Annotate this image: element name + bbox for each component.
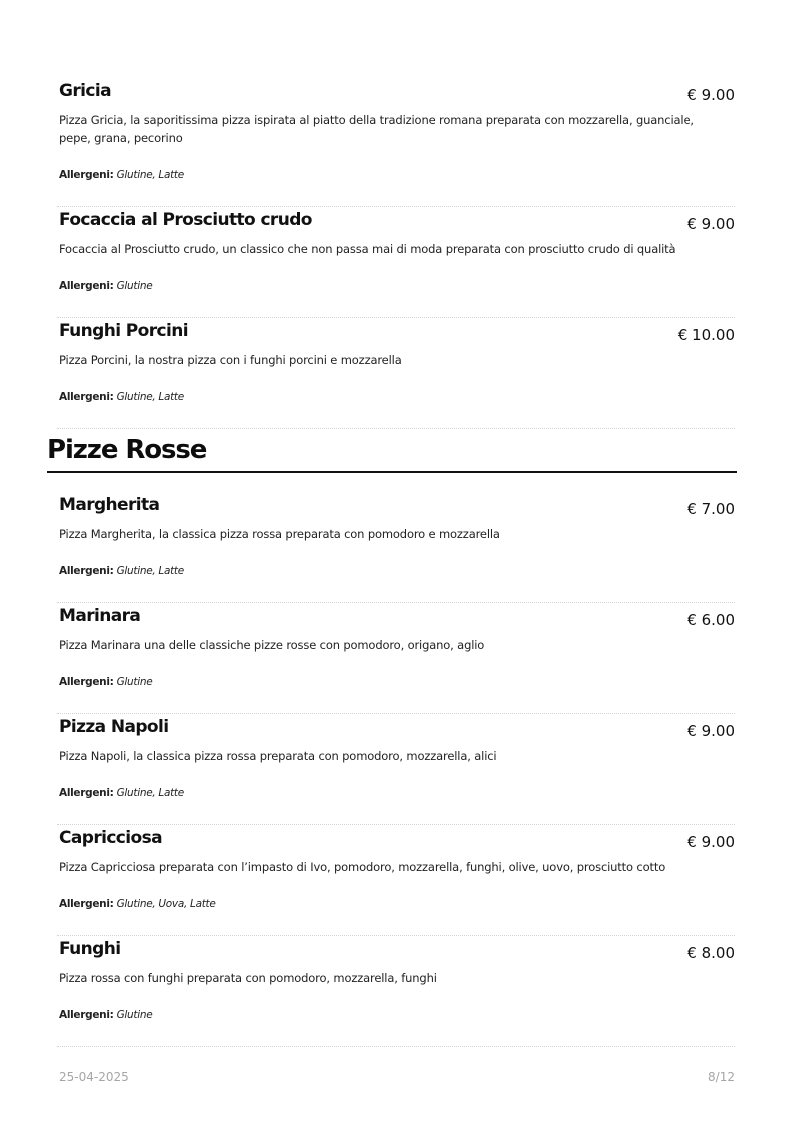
- menu-item: [57, 936, 735, 1047]
- item-price: € 10.00: [677, 326, 735, 344]
- item-name: Focaccia al Prosciutto crudo: [59, 210, 312, 230]
- section-title: Pizze Rosse: [47, 435, 207, 465]
- item-allergens: [59, 391, 184, 403]
- item-name: Margherita: [59, 495, 160, 515]
- allergens-value: Glutine, Uova, Latte: [116, 898, 216, 910]
- allergens-label: Allergeni:: [59, 898, 114, 910]
- item-allergens: [59, 676, 152, 688]
- allergens-value: Glutine: [116, 1009, 153, 1021]
- item-price: € 8.00: [687, 944, 735, 962]
- item-description: Pizza Capricciosa preparata con l’impasto di Ivo, pomodoro, mozzarella, funghi, olive, uovo, prosciutto cotto: [59, 860, 666, 874]
- allergens-value: Glutine, Latte: [116, 565, 184, 577]
- item-price: € 9.00: [687, 833, 735, 851]
- item-price: € 9.00: [687, 86, 735, 104]
- allergens-label: Allergeni:: [59, 787, 114, 799]
- menu-section-continued: [57, 78, 735, 429]
- footer-date: 25-04-2025: [59, 1070, 129, 1084]
- item-allergens: [59, 169, 184, 181]
- allergens-label: Allergeni:: [59, 676, 114, 688]
- allergens-value: Glutine: [116, 676, 153, 688]
- item-description: Pizza rossa con funghi preparata con pomodoro, mozzarella, funghi: [59, 971, 437, 985]
- item-allergens: [59, 565, 184, 577]
- allergens-value: Glutine: [116, 280, 153, 292]
- item-price: € 9.00: [687, 722, 735, 740]
- menu-item: [57, 78, 735, 207]
- item-allergens: [59, 280, 152, 292]
- item-name: Funghi Porcini: [59, 321, 188, 341]
- menu-item: [57, 318, 735, 429]
- allergens-label: Allergeni:: [59, 565, 114, 577]
- item-allergens: [59, 898, 216, 910]
- allergens-label: Allergeni:: [59, 280, 114, 292]
- item-name: Marinara: [59, 606, 141, 626]
- menu-item: [57, 714, 735, 825]
- item-description: Pizza Napoli, la classica pizza rossa preparata con pomodoro, mozzarella, alici: [59, 749, 497, 763]
- item-name: Gricia: [59, 81, 111, 101]
- item-price: € 7.00: [687, 500, 735, 518]
- menu-item: [57, 825, 735, 936]
- menu-item: [57, 603, 735, 714]
- item-allergens: [59, 787, 184, 799]
- item-description: Focaccia al Prosciutto crudo, un classico che non passa mai di moda preparata con prosciutto crudo di qualità: [59, 242, 676, 256]
- item-price: € 9.00: [687, 215, 735, 233]
- menu-item: [57, 207, 735, 318]
- item-description: Pizza Marinara una delle classiche pizze rosse con pomodoro, origano, aglio: [59, 638, 485, 652]
- menu-section-pizze-rosse: [57, 492, 735, 1047]
- item-allergens: [59, 1009, 152, 1021]
- footer-page-number: 8/12: [708, 1070, 735, 1084]
- item-name: Capricciosa: [59, 828, 162, 848]
- allergens-label: Allergeni:: [59, 1009, 114, 1021]
- item-name: Pizza Napoli: [59, 717, 169, 737]
- item-name: Funghi: [59, 939, 121, 959]
- item-description: Pizza Gricia, la saporitissima pizza ispirata al piatto della tradizione romana preparata con mozzarella, guanciale, pepe, grana, pecorino: [59, 113, 694, 145]
- allergens-value: Glutine, Latte: [116, 391, 184, 403]
- menu-item: [57, 492, 735, 603]
- allergens-value: Glutine, Latte: [116, 787, 184, 799]
- allergens-label: Allergeni:: [59, 391, 114, 403]
- item-description: Pizza Margherita, la classica pizza rossa preparata con pomodoro e mozzarella: [59, 527, 500, 541]
- allergens-label: Allergeni:: [59, 169, 114, 181]
- allergens-value: Glutine, Latte: [116, 169, 184, 181]
- section-heading: [47, 434, 737, 473]
- item-description: Pizza Porcini, la nostra pizza con i funghi porcini e mozzarella: [59, 353, 402, 367]
- item-price: € 6.00: [687, 611, 735, 629]
